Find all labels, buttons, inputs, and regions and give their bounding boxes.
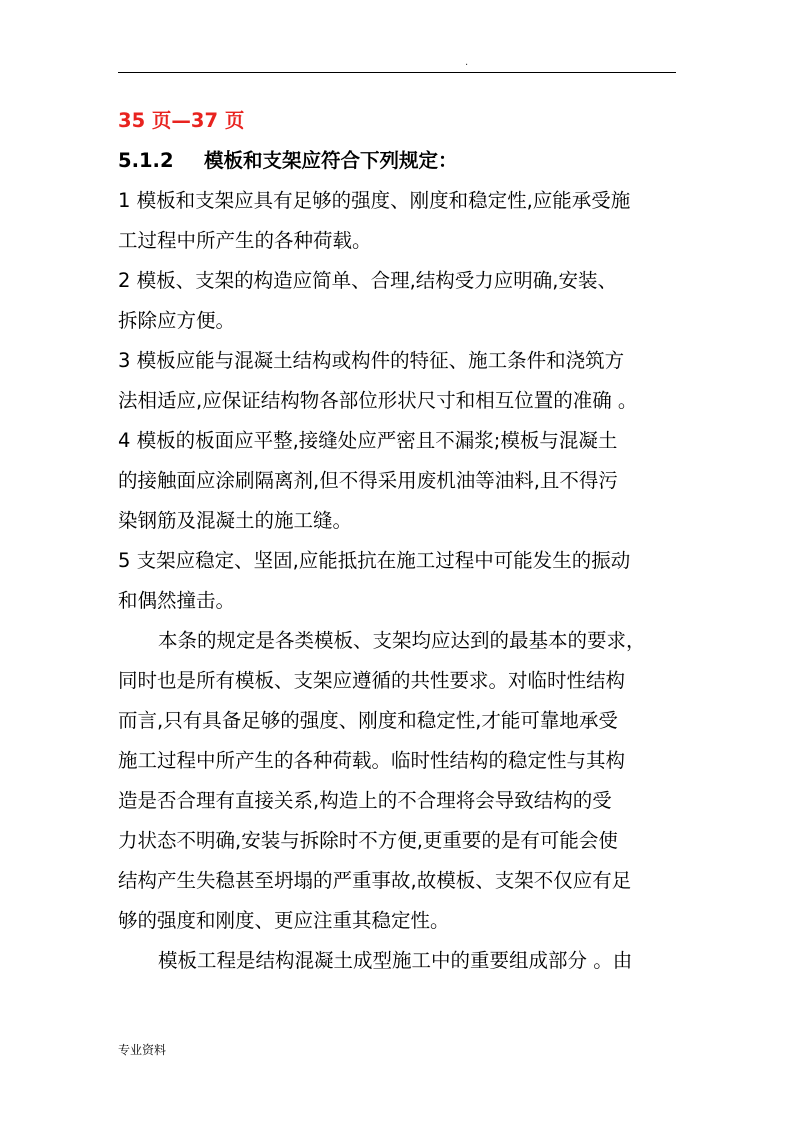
body-line-item-1: 1 模板和支架应具有足够的强度、刚度和稳定性,应能承受施 bbox=[118, 189, 631, 212]
paragraph-2-line-1: 模板工程是结构混凝土成型施工中的重要组成部分 。由 bbox=[158, 949, 633, 972]
section-title: 模板和支架应符合下列规定： bbox=[204, 149, 458, 172]
paragraph-1-line-8: 够的强度和刚度、更应注重其稳定性。 bbox=[118, 909, 450, 932]
header-mark: . bbox=[465, 57, 469, 68]
paragraph-1-line-4: 施工过程中所产生的各种荷载。临时性结构的稳定性与其构 bbox=[118, 749, 626, 772]
footer-text: 专业资料 bbox=[118, 1043, 167, 1057]
body-line-item-5: 5 支架应稳定、坚固,应能抵抗在施工过程中可能发生的振动 bbox=[118, 549, 631, 572]
paragraph-1-line-2: 同时也是所有模板、支架应遵循的共性要求。对临时性结构 bbox=[118, 669, 626, 692]
paragraph-1-line-3: 而言,只有具备足够的强度、刚度和稳定性,才能可靠地承受 bbox=[118, 709, 618, 732]
paragraph-1-line-1: 本条的规定是各类模板、支架均应达到的最基本的要求， bbox=[158, 629, 646, 652]
body-line-item-4: 4 模板的板面应平整,接缝处应严密且不漏浆;模板与混凝土 bbox=[118, 429, 618, 452]
body-line-item-5-cont: 和偶然撞击。 bbox=[118, 589, 236, 612]
body-line-item-3-cont: 法相适应,应保证结构物各部位形状尺寸和相互位置的准确 。 bbox=[118, 389, 638, 412]
body-line-item-3: 3 模板应能与混凝土结构或构件的特征、施工条件和浇筑方 bbox=[118, 349, 625, 372]
paragraph-1-line-7: 结构产生失稳甚至坍塌的严重事故,故模板、支架不仅应有足 bbox=[118, 869, 632, 892]
body-line-item-2: 2 模板、支架的构造应简单、合理,结构受力应明确,安装、 bbox=[118, 269, 618, 292]
section-number: 5.1.2 bbox=[118, 149, 174, 172]
body-line-item-4-cont2: 染钢筋及混凝土的施工缝。 bbox=[118, 509, 353, 532]
paragraph-1-line-5: 造是否合理有直接关系,构造上的不合理将会导致结构的受 bbox=[118, 789, 612, 812]
body-line-item-4-cont: 的接触面应涂刷隔离剂,但不得采用废机油等油料,且不得污 bbox=[118, 469, 618, 492]
document-body bbox=[118, 101, 678, 981]
body-line-item-1-cont: 工过程中所产生的各种荷载。 bbox=[118, 229, 372, 252]
page-range: 35 页—37 页 bbox=[118, 109, 245, 132]
paragraph-1-line-6: 力状态不明确,安装与拆除时不方便,更重要的是有可能会使 bbox=[118, 829, 618, 852]
section-heading bbox=[118, 141, 678, 181]
header-rule bbox=[118, 72, 676, 73]
body-line-item-2-cont: 拆除应方便。 bbox=[118, 309, 236, 332]
